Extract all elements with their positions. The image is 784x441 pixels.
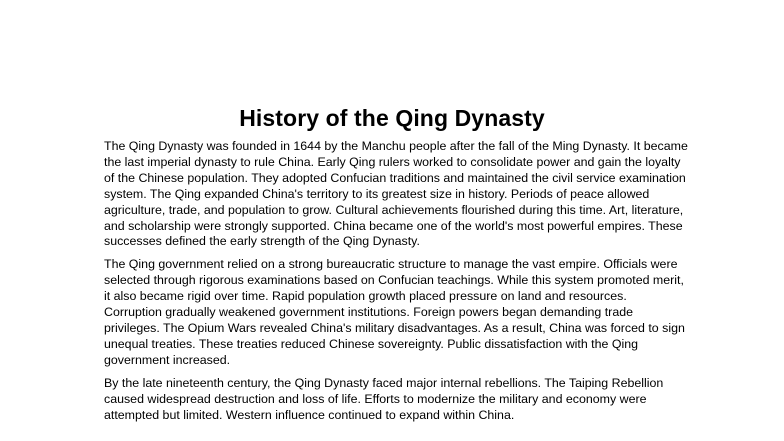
document-title: History of the Qing Dynasty — [239, 105, 545, 131]
document-body — [104, 139, 688, 430]
paragraph-1: The Qing Dynasty was founded in 1644 by the Manchu people after the fall of the Ming Dynasty. It became the last imperial dynasty to rule China. Early Qing rulers worked to consolidate power and gain the loyalty of the Chinese population. They adopted Confucian traditions and maintained the civil service examination system. The Qing expanded China's territory to its greatest size in history. Periods of peace allowed agriculture, trade, and population to grow. Cultural achievements flourished during this time. Art, literature, and scholarship were strongly supported. China became one of the world's most powerful empires. These successes defined the early strength of the Qing Dynasty. — [104, 139, 688, 249]
paragraph-2: The Qing government relied on a strong bureaucratic structure to manage the vast empire. Officials were selected through rigorous examinations based on Confucian teachings. While this system promoted merit, it also became rigid over time. Rapid population growth placed pressure on land and resources. Corruption gradually weakened government institutions. Foreign powers began demanding trade privileges. The Opium Wars revealed China's military disadvantages. As a result, China was forced to sign unequal treaties. These treaties reduced Chinese sovereignty. Public dissatisfaction with the Qing government increased. — [104, 257, 685, 367]
paragraph-3: By the late nineteenth century, the Qing Dynasty faced major internal rebellions. The Taiping Rebellion caused widespread destruction and loss of life. Efforts to modernize the military and economy were attempted but limited. Western influence continued to expand within China. — [104, 375, 664, 422]
